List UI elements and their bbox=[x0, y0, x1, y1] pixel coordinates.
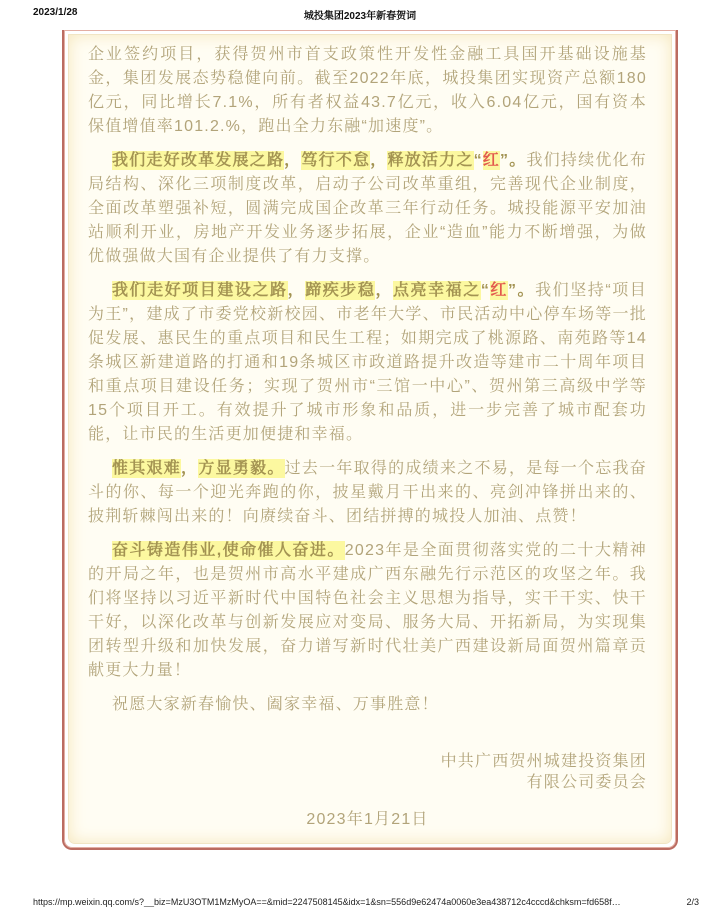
article-card bbox=[62, 30, 678, 850]
text-run: 红 bbox=[490, 282, 508, 299]
text-run: ”。 bbox=[507, 282, 536, 299]
text-run: ， bbox=[287, 282, 306, 299]
text-run: 我们持续优化布局结构、深化三项制度改革，启动子公司改革重组，完善现代企业制度，全面改革塑强补短，圆满完成国企改革三年行动任务。城投能源平安加油站顺利开业，房地产开发业务逐步拓展，企业“造血”能力不断增强，为做优做强做大国有企业提供了有力支撑。 bbox=[88, 152, 647, 265]
print-date: 2023/1/28 bbox=[33, 7, 78, 18]
text-run: 我们坚持“项目为王”，建成了市委党校新校园、市老年大学、市民活动中心停车场等一批促发展、惠民生的重点项目和民生工程；如期完成了桃源路、南苑路等14条城区新建道路的打通和19条城区市政道路提升改造等建市二十周年项目和重点项目建设任务；实现了贺州市“三馆一中心”、贺州第三高级中学等15个项目开工。有效提升了城市形象和品质，进一步完善了城市配套功能，让市民的生活更加便捷和幸福。 bbox=[88, 282, 647, 443]
article-date: 2023年1月21日 bbox=[306, 811, 429, 828]
text-run: 方显勇毅。 bbox=[198, 460, 285, 477]
paragraph bbox=[88, 539, 647, 683]
text-run: 奋斗铸造伟业,使命催人奋进。 bbox=[112, 542, 345, 559]
text-run: 我们走好项目建设之路 bbox=[112, 282, 288, 299]
text-run: “ bbox=[473, 152, 483, 169]
signature-line-2: 有限公司委员会 bbox=[526, 774, 647, 791]
paragraph bbox=[88, 149, 647, 269]
text-run: 祝愿大家新春愉快、阖家幸福、万事胜意！ bbox=[112, 696, 439, 713]
text-run: ， bbox=[370, 152, 388, 169]
page-indicator: 2/3 bbox=[686, 897, 699, 907]
print-footer bbox=[0, 897, 720, 907]
text-run: 点亮幸福之 bbox=[393, 282, 481, 299]
text-run: 笃行不怠 bbox=[301, 152, 371, 169]
text-run: 2023年是全面贯彻落实党的二十大精神的开局之年，也是贺州市高水平建成广西东融先行示范区的攻坚之年。我们将坚持以习近平新时代中国特色社会主义思想为指导，实干干实、快干干好，以深化改革与创新发展应对变局、服务大局、开拓新局，为实现集团转型升级和加快发展，奋力谱写新时代壮美广西建设新局面贺州篇章贡献更大力量！ bbox=[88, 542, 647, 679]
text-run: ， bbox=[375, 282, 393, 299]
paragraph bbox=[88, 693, 647, 717]
article-card-inner bbox=[68, 34, 672, 844]
text-run: 红 bbox=[482, 152, 501, 169]
text-run: ， bbox=[284, 152, 302, 169]
text-run: ， bbox=[181, 460, 199, 477]
paragraph bbox=[88, 279, 647, 447]
paragraph bbox=[88, 43, 647, 139]
text-run: 企业签约项目，获得贺州市首支政策性开发性金融工具国开基础设施基金，集团发展态势稳健向前。截至2022年底，城投集团实现资产总额180亿元，同比增长7.1%，所有者权益43.7亿元，收入6.04亿元，国有资本保值增值率101.2.%，跑出全力东融“加速度”。 bbox=[88, 46, 647, 135]
text-run: 蹄疾步稳 bbox=[305, 282, 376, 299]
document-title: 城投集团2023年新春贺词 bbox=[303, 11, 417, 22]
signature-line-1: 中共广西贺州城建投资集团 bbox=[440, 753, 647, 770]
print-header bbox=[0, 7, 720, 21]
text-run: ”。 bbox=[500, 152, 527, 169]
source-url: https://mp.weixin.qq.com/s?__biz=MzU3OTM1MzMyOA==&mid=2247508145&idx=1&sn=556d9e62474a0060e3ea438712c4cccd&chksm=fd658f… bbox=[33, 897, 621, 907]
paragraph bbox=[88, 457, 647, 529]
text-run: 惟其艰难 bbox=[112, 460, 182, 477]
article-body bbox=[88, 43, 647, 717]
text-run: “ bbox=[480, 282, 491, 299]
text-run: 过去一年取得的成绩来之不易，是每一个忘我奋斗的你、每一个迎光奔跑的你，披星戴月干出来的、亮剑冲锋拼出来的、披荆斩棘闯出来的！向赓续奋斗、团结拼搏的城投人加油、点赞！ bbox=[88, 460, 647, 525]
text-run: 我们走好改革发展之路 bbox=[112, 152, 285, 169]
signature-block bbox=[88, 751, 647, 793]
text-run: 释放活力之 bbox=[387, 152, 474, 169]
